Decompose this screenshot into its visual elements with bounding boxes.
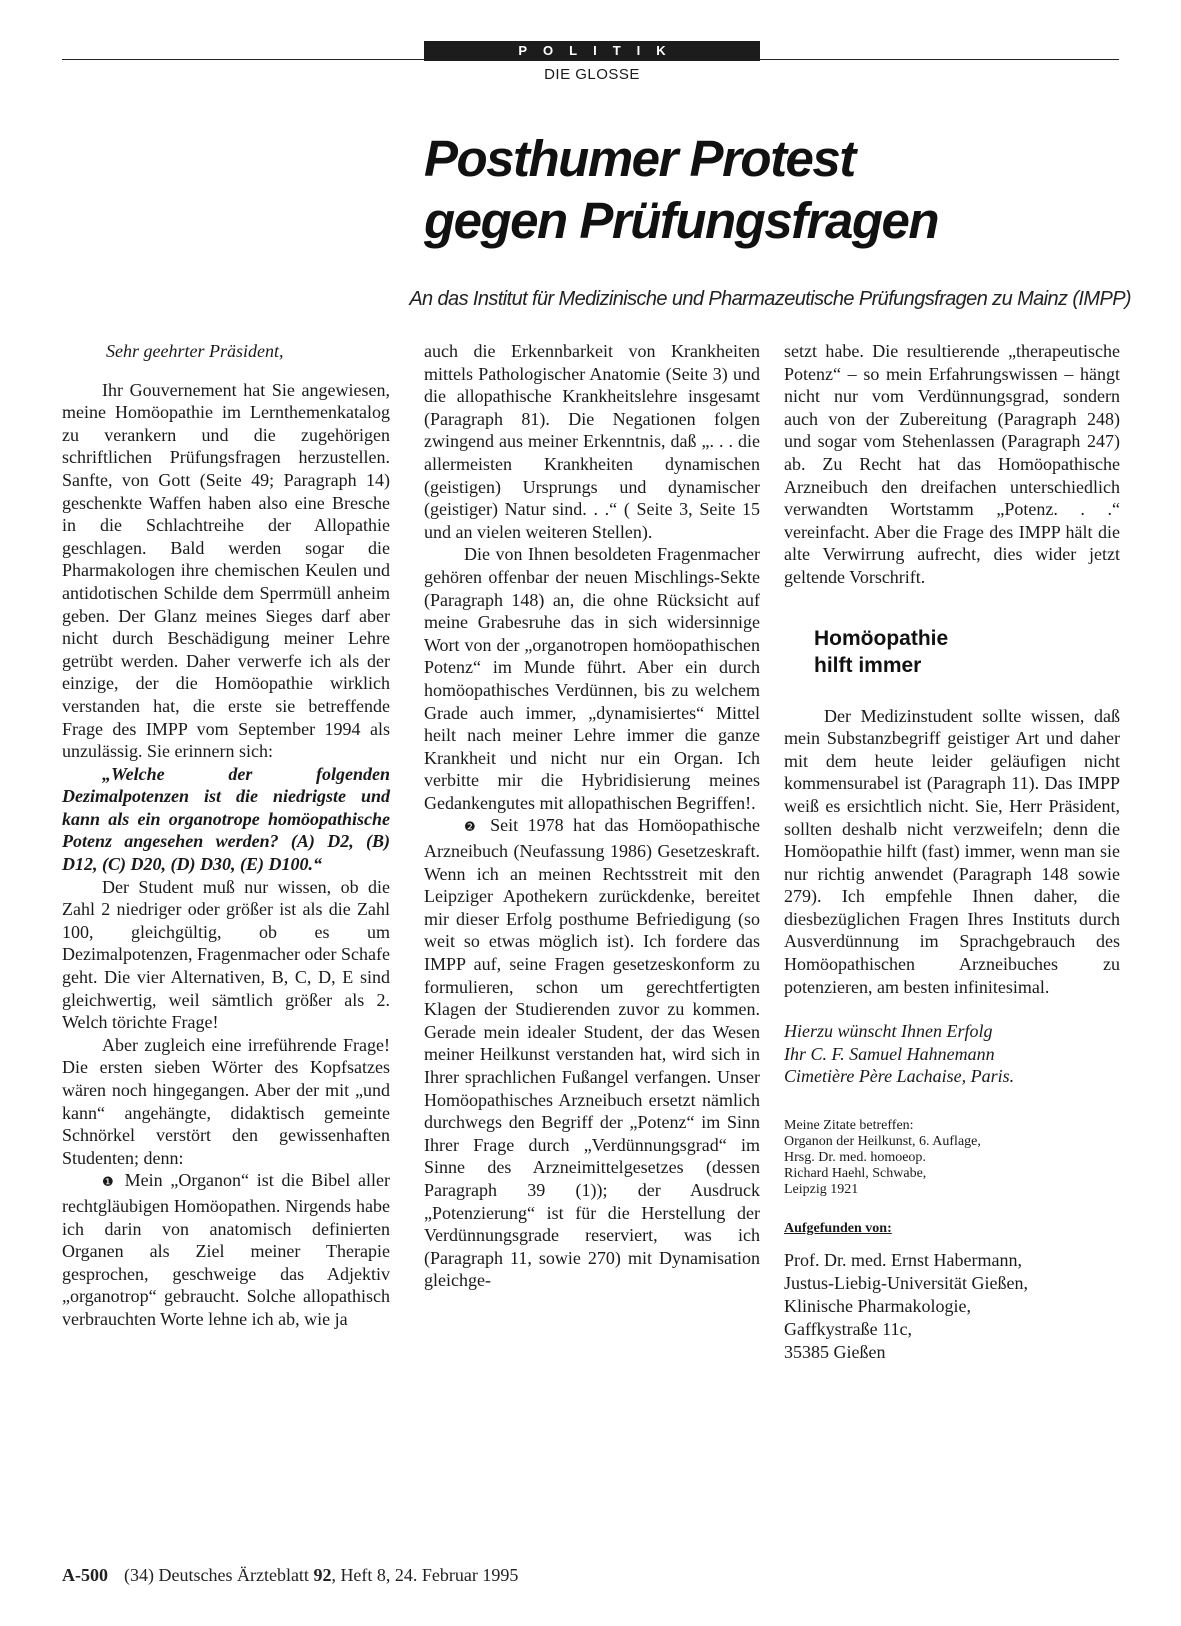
page-number: A-500 [62,1565,108,1585]
salutation: Sehr geehrter Präsident, [106,341,284,361]
reference-line: Richard Haehl, Schwabe, [784,1166,927,1182]
article-subtitle: An das Institut für Medizinische und Pharmazeutische Prüfungsfragen zu Mainz (IMPP) [409,288,1131,310]
column-2 [424,340,760,1292]
numeral-1-icon: ❶ [102,1175,117,1191]
paragraph [62,1169,390,1330]
reference-line: Organon der Heilkunst, 6. Auflage, [784,1134,981,1150]
article-title [424,128,1141,252]
reference-line: Leipzig 1921 [784,1182,859,1198]
journal-citation: (34) Deutsches Ärzteblatt [124,1565,314,1585]
paragraph: auch die Erkennbarkeit von Krankheiten mittels Pathologischer Anatomie (Seite 3) und die allopathische Krankheitslehre insgesamt (Paragraph 81). Die Negationen folgen zwingend aus meiner Erkenntnis, daß „. . . die allermeisten Krankheiten dynamischen (geistigen) Ursprungs und dynamischer (geistiger) Natur sind. . .“ ( Seite 3, Seite 15 und an vielen weiteren Stellen). [424,341,760,542]
address-line: 35385 Gießen [784,1341,886,1362]
title-line-2: gegen Prüfungsfragen [424,192,939,249]
reference-line: Hrsg. Dr. med. homoeop. [784,1150,926,1166]
address-line: Klinische Pharmakologie, [784,1295,971,1316]
reference-line: Meine Zitate betreffen: [784,1118,914,1134]
signoff-line: Cimetière Père Lachaise, Paris. [784,1066,1015,1087]
exam-question-quote: „Welche der folgenden Dezimalpotenzen ist die niedrigste und kann als ein organotrope homöopathische Potenz angesehen werden? (A) D2, (B) D12, (C) D20, (D) D30, (E) D100.“ [62,763,390,875]
numeral-2-icon: ❷ [464,820,481,836]
subheading-line-1: Homöopathie [814,626,949,650]
column-3 [784,340,1120,1364]
kicker: DIE GLOSSE [544,66,640,83]
address-line: Prof. Dr. med. Ernst Habermann, [784,1249,1022,1270]
section-tag: POLITIK [424,41,760,61]
page-footer [62,1565,518,1586]
paragraph: setzt habe. Die resultierende „therapeutische Potenz“ – so mein Erfahrungswissen – hängt nicht nur vom Verdünnungsgrad, sondern auch von der Zubereitung (Paragraph 248) und sogar vom Stehenlassen (Paragraph 247) ab. Zu Recht hat das Homöopathische Arzneibuch den dreifachen unterschiedlich verwandten Wortstamm „Potenz. . .“ vereinfacht. Aber die Frage des IMPP hält die alte Verwirrung aufrecht, dies wider jetzt geltende Vorschrift. [784,341,1120,587]
column-1 [62,340,390,1331]
issue-date: , Heft 8, 24. Februar 1995 [331,1565,519,1585]
address-line: Justus-Liebig-Universität Gießen, [784,1272,1028,1293]
paragraph [424,814,760,1291]
paragraph-text: Mein „Organon“ ist die Bibel aller rechtgläubigen Homöopathen. Nirgends habe ich darin von anatomisch definierten Organen als Ziel meiner Therapie gesprochen, geschweige das Adjektiv „organotrop“ gebraucht. Solche allopathisch verbrauchten Worte lehne ich ab, wie ja [62,1170,390,1329]
paragraph: Der Medizinstudent sollte wissen, daß mein Substanzbegriff geistiger Art und daher mit dem heute leider geläufigen nicht kommensurabel ist (Paragraph 11). Das IMPP weiß es ersichtlich nicht. Sie, Herr Präsident, sollten deshalb nicht verzweifeln; denn die Homöopathie hilft (fast) immer, wenn man sie nur richtig anwendet (Paragraph 148 sowie 279). Ich empfehle Ihnen daher, die diesbezüglichen Fragen Ihres Instituts durch Ausverdünnung im Sprachgebrauch des Homöopathischen Arzneibuches zu potenzieren, am besten infinitesimal. [784,705,1120,997]
subheading [784,625,1120,679]
references [784,1118,1120,1198]
paragraph-text: Seit 1978 hat das Homöopathische Arzneibuch (Neufassung 1986) Gesetzeskraft. Wenn ich an meinen Rechtsstreit mit den Leipziger Apothekern zurückdenke, bereitet mir dieser Erfolg posthume Befriedigung (so weit so etwas möglich ist). Ich fordere das IMPP auf, seine Fragen gesetzeskonform zu formulieren, schon um gerechtfertigten Klagen der Studierenden zuvor zu kommen. Gerade mein idealer Student, der das Wesen meiner Heilkunst verstanden hat, wird sich in Ihrer sprachlichen Fußangel verfangen. Unser Homöopathisches Arzneibuch ersetzt nämlich durchwegs den Begriff der „Potenz“ im Sinn Ihrer Frage durch „Verdünnungsgrad“ im Sinne des Arzneimittelgesetzes (dessen Paragraph 39 (1)); der Ausdruck „Potenzierung“ ist für die Herstellung der Verdünnungsgrade reserviert, was ich (Paragraph 11, sowie 270) mit Dynamisation gleichge- [424,815,760,1291]
address-line: Gaffkystraße 11c, [784,1318,912,1339]
paragraph: Ihr Gouvernement hat Sie angewiesen, meine Homöopathie im Lernthemenkatalog zu verankern und die zugehörigen schriftlichen Prüfungsfragen herzustellen. Sanfte, von Gott (Seite 49; Paragraph 14) geschenkte Waffen haben also eine Bresche in die Schlachtreihe der Allopathie geschlagen. Bald werden sogar die Pharmakologen ihre chemischen Keulen und antidotischen Schilde dem Sperrmüll anheim geben. Der Glanz meines Sieges darf aber nicht durch Beschädigung meiner Lehre getrübt werden. Daher verwerfe ich als der einzige, der die Homöopathie wirklich verstanden hat, die erste sie betreffende Frage des IMPP vom September 1994 als unzulässig. Sie erinnern sich: [62,379,390,762]
title-line-1: Posthumer Protest [424,130,855,187]
signoff-line: Hierzu wünscht Ihnen Erfolg [784,1021,993,1042]
paragraph: Der Student muß nur wissen, ob die Zahl 2 niedriger oder größer ist als die Zahl 100, gleichgültig, ob es um Dezimalpotenzen, Fragenmacher oder Schafe geht. Die vier Alternativen, B, C, D, E sind gleichwertig, weil sämtlich größer als 2. Welch törichte Frage! [62,876,390,1033]
paragraph: Die von Ihnen besoldeten Fragenmacher gehören offenbar der neuen Mischlings-Sekte (Paragraph 148) an, die ohne Rücksicht auf meine Grabesruhe das in sich widersinnige Wort von der „organotropen homöopathischen Potenz“ im Munde führt. Aber ein durch homöopathisches Verdünnen, bis zu welchem Grade auch immer, „dynamisiertes“ Mittel heilt nach meiner Lehre immer die ganze Krankheit und nicht nur ein Organ. Ich verbitte mir die Hybridisierung meines Gedankengutes mit allopathischen Begriffen!. [424,544,760,813]
signoff-line: Ihr C. F. Samuel Hahnemann [784,1043,995,1064]
found-by-address [784,1249,1120,1364]
journal-volume: 92 [313,1565,332,1585]
paragraph: Aber zugleich eine irreführende Frage! Die ersten sieben Wörter des Kopfsatzes wären noch hingegangen. Aber der mit „und kann“ angehängte, didaktisch gemeinte Schnörkel verstört den gewissenhaften Studenten; denn: [62,1034,390,1168]
signoff [784,1020,1120,1088]
subheading-line-2: hilft immer [814,653,922,677]
found-by-heading: Aufgefunden von: [784,1221,892,1237]
